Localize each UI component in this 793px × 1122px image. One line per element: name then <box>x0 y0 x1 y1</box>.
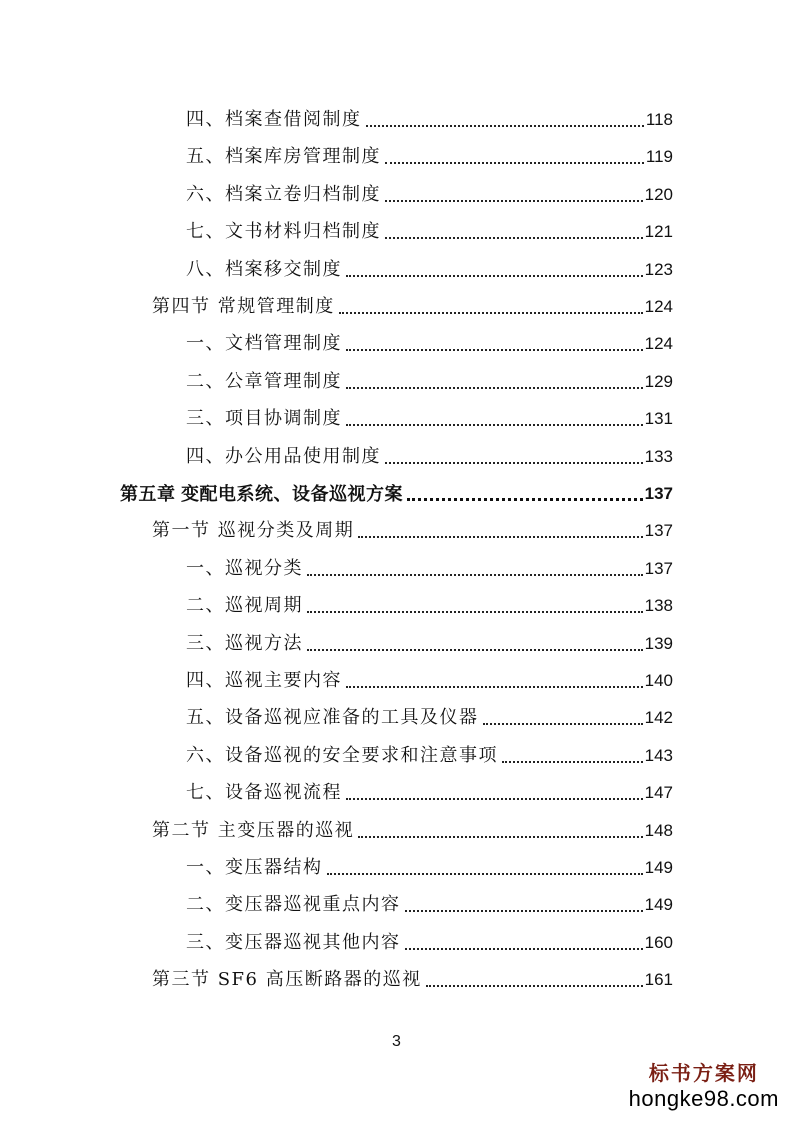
toc-entry-label: 第四节 常规管理制度 <box>152 296 335 317</box>
toc-entry-page: 140 <box>644 671 673 690</box>
watermark-url: hongke98.com <box>628 1086 779 1111</box>
toc-entry-label: 四、办公用品使用制度 <box>186 445 381 467</box>
toc-entry-section[interactable] <box>152 961 673 991</box>
toc-entry-item[interactable] <box>186 251 673 281</box>
toc-entry-label: 第二节 主变压器的巡视 <box>152 819 355 841</box>
toc-leader-dots <box>346 373 643 389</box>
toc-entry-label: 二、变压器巡视重点内容 <box>186 894 401 916</box>
toc-entry-page: 133 <box>644 446 673 466</box>
toc-entry-item[interactable] <box>186 138 673 168</box>
toc-leader-dots <box>426 971 643 987</box>
toc-entry-label: 八、档案移交制度 <box>186 258 342 280</box>
toc-leader-dots <box>385 186 643 202</box>
toc-entry-chapter[interactable] <box>120 475 673 505</box>
toc-entry-label: 六、档案立卷归档制度 <box>186 183 381 205</box>
toc-leader-dots <box>358 822 642 838</box>
toc-leader-dots <box>307 635 643 651</box>
toc-entry-label: 三、巡视方法 <box>186 632 303 654</box>
toc-entry-item[interactable] <box>186 400 673 430</box>
toc-leader-dots <box>346 672 643 688</box>
toc-entry-label: 第五章 变配电系统、设备巡视方案 <box>120 484 403 504</box>
toc-entry-item[interactable] <box>186 774 673 804</box>
toc-leader-dots <box>358 522 642 538</box>
toc-entry-page: 124 <box>644 334 673 354</box>
toc-entry-item[interactable] <box>186 924 673 954</box>
watermark-logo <box>629 1057 779 1112</box>
toc-entry-item[interactable] <box>186 587 673 617</box>
toc-entry-label: 二、巡视周期 <box>186 595 303 617</box>
toc-entry-label: 三、变压器巡视其他内容 <box>186 931 401 953</box>
toc-leader-dots <box>346 335 643 351</box>
toc-entry-label: 一、文档管理制度 <box>186 333 342 355</box>
toc-entry-page: 120 <box>644 184 673 204</box>
toc-entry-page: 129 <box>644 371 673 391</box>
toc-entry-label: 四、档案查借阅制度 <box>186 109 362 130</box>
toc-entry-label: 二、公章管理制度 <box>186 370 342 392</box>
toc-entry-page: 147 <box>644 783 673 803</box>
toc-entry-page: 118 <box>645 110 673 129</box>
toc-entry-label: 七、文书材料归档制度 <box>186 221 381 243</box>
toc-entry-page: 139 <box>644 633 673 653</box>
toc-entry-item[interactable] <box>186 886 673 916</box>
watermark-brand: 标书方案网 <box>648 1061 759 1085</box>
toc-leader-dots <box>405 934 643 950</box>
toc-entry-item[interactable] <box>186 625 673 655</box>
toc-entry-page: 137 <box>644 521 673 541</box>
toc-entry-label: 三、项目协调制度 <box>186 408 342 430</box>
toc-entry-item[interactable] <box>186 101 673 131</box>
toc-entry-page: 142 <box>644 708 673 728</box>
toc-entry-label: 七、设备巡视流程 <box>186 782 342 804</box>
toc-entry-label: 四、巡视主要内容 <box>186 670 342 691</box>
toc-entry-item[interactable] <box>186 699 673 729</box>
toc-entry-label: 六、设备巡视的安全要求和注意事项 <box>186 744 498 766</box>
toc-entry-page: 149 <box>644 858 673 877</box>
toc-entry-label: 第一节 巡视分类及周期 <box>152 520 355 542</box>
toc-leader-dots <box>307 560 643 576</box>
toc-entry-label: 一、巡视分类 <box>186 557 303 579</box>
toc-leader-dots <box>366 111 644 127</box>
toc-leader-dots <box>385 448 643 464</box>
page-number: 3 <box>392 1033 401 1050</box>
toc-leader-dots <box>405 896 643 912</box>
toc-entry-page: 131 <box>644 409 673 429</box>
toc-leader-dots <box>385 148 644 164</box>
toc-entry-item[interactable] <box>186 662 673 692</box>
toc-entry-page: 123 <box>644 259 673 279</box>
toc-entry-label: 五、档案库房管理制度 <box>186 146 381 168</box>
toc-entry-item[interactable] <box>186 363 673 393</box>
toc-entry-item[interactable] <box>186 325 673 355</box>
toc-leader-dots <box>327 859 643 875</box>
toc-leader-dots <box>307 597 643 613</box>
toc-leader-dots <box>407 484 643 501</box>
toc-entry-page: 161 <box>644 970 673 990</box>
toc-entry-item[interactable] <box>186 550 673 580</box>
toc-entry-label: 第三节 SF6 高压断路器的巡视 <box>152 969 422 991</box>
toc-entry-item[interactable] <box>186 737 673 767</box>
toc-entry-page: 137 <box>644 558 673 578</box>
toc-leader-dots <box>346 784 643 800</box>
toc-leader-dots <box>346 261 643 277</box>
toc-leader-dots <box>346 410 643 426</box>
toc-entry-page: 124 <box>644 297 673 316</box>
toc-entry-page: 149 <box>644 895 673 915</box>
toc-entry-page: 143 <box>644 745 673 765</box>
toc-entry-item[interactable] <box>186 176 673 206</box>
toc-entry-page: 119 <box>645 147 673 167</box>
toc-leader-dots <box>502 747 643 763</box>
toc-entry-item[interactable] <box>186 849 673 879</box>
toc-entry-item[interactable] <box>186 213 673 243</box>
toc-entry-label: 一、变压器结构 <box>186 857 323 878</box>
toc-leader-dots <box>483 709 643 725</box>
toc-entry-item[interactable] <box>186 438 673 468</box>
toc-entry-section[interactable] <box>152 812 673 842</box>
toc-entry-page: 148 <box>644 820 673 840</box>
toc-entry-page: 137 <box>644 484 673 503</box>
toc-entry-label: 五、设备巡视应准备的工具及仪器 <box>186 707 479 729</box>
toc-leader-dots <box>339 298 643 314</box>
toc-leader-dots <box>385 223 643 239</box>
toc-entry-page: 138 <box>644 596 673 616</box>
toc-entry-section[interactable] <box>152 512 673 542</box>
toc-entry-section[interactable] <box>152 288 673 318</box>
toc-entry-page: 121 <box>644 222 673 242</box>
toc-entry-page: 160 <box>644 932 673 952</box>
